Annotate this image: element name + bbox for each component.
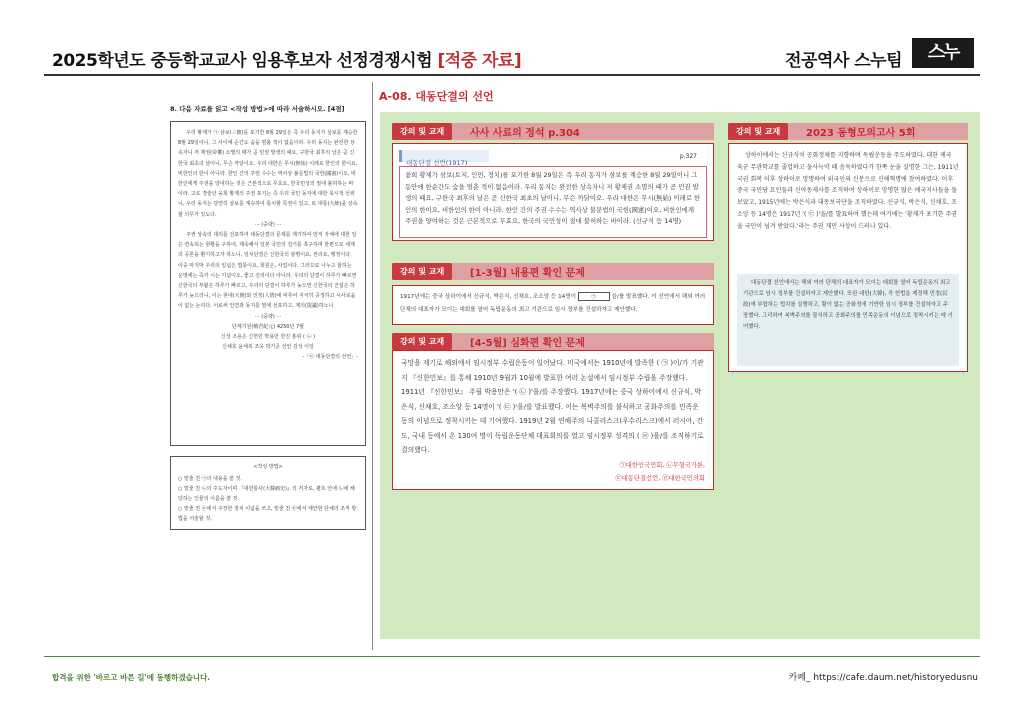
passage-signers-2: 신채호 윤세복 조욱 박기준 선언 김성 이일: [222, 344, 314, 351]
card1-subtitle: 대동단결 선언(1917): [406, 159, 468, 167]
condition-2: ○ 밑줄 친 ㉡의 주도자이며 『대한통사(大韓痛史)』의 저자로, 괄호 안에 ㉡에 해당하는 인물의 이름을 쓸 것.: [178, 486, 355, 502]
passage-source: -「㉢ 대동단결의 선언」-: [302, 354, 358, 361]
footer-slogan: 합격을 위한 '바르고 바른 길'에 동행하겠습니다.: [52, 673, 211, 682]
card2-blank: ㉠: [578, 292, 610, 301]
source-passage: [170, 121, 366, 446]
page-header: [44, 38, 980, 74]
card1-page-ref: p.327: [679, 153, 697, 160]
card3-body: 국망을 계기로 해외에서 임시정부 수립운동이 일어났다. 미국에서는 1910년에 발족한 ( ㉠ )이/가 기관지 『신한민보』를 통해 1910년 9월과 10월에 발표한 여러 논설에서 임시정부 수립을 주장했다. 1911년 『신한민보』 주필 박용만은 '( ㉡ )'을/를 주장했다. 1917년에는 중국 상하이에서 신규식, 박은식, 신채호, 조소앙 등 14명이 '( ㉢ )'을/를 발표했다. 이는 복벽주의를 불식하고 공화주의를 민족운동의 이념으로 정착시키는 데 기여했다. 1919년 2월 연해주의 니콜리스크(우수리스크)에서 러시아, 간도, 국내 등에서 온 130여 명이 독립운동단체 대표회의를 열고 임시정부 성격의 ( ㉣ )을/를 조직하기로 결의했다.: [401, 359, 704, 454]
card2-pill: 강의 및 교재: [392, 263, 452, 280]
card1-pill: 강의 및 교재: [392, 123, 452, 140]
brand-logo: 스누: [912, 38, 974, 68]
exam-title-main: 2025학년도 중등학교교사 임용후보자 선정경쟁시험: [52, 51, 438, 71]
card4-body: 상하이에서는 신규식이 공화정체를 지향하며 독립운동을 주도하였다. 대한 제국 육군 무관학교를 졸업하고 을사늑약 때 음독하였다가 한쪽 눈을 실명한 그는, 1911년 국권 회복 이후 상하이로 망명하여 외국인의 신분으로 신해혁명에 참여하였다. 이후 중국 국민당 요인들과 신아동제사를 조직하여 상하이로 망명한 많은 애국지사들을 돌보았고, 1915년에는 박은식과 대동보국단을 조직하였다. 신규식, 박은식, 신채호, 조소앙 등 14명은 1917년 '( ㉢ )'을/를 발표하여 했는데 여기에는 '황제가 포기한 주권을 국민이 넘겨 받았다.'라는 주권 재민 사상이 드러나 있다.: [737, 152, 959, 230]
passage-date: 단제기원(檀君紀元) 4250년 7월: [232, 323, 304, 330]
question-stem: 8. 다음 자료를 읽고 <작성 방법>에 따라 서술하시오. [4점]: [170, 105, 345, 113]
card3-answer-1: ㉠대한인국민회, ㉡무형국가론,: [619, 462, 705, 469]
card3-pill: 강의 및 교재: [392, 333, 452, 350]
column-divider: [372, 82, 373, 650]
card2-title: [1-3월] 내용편 확인 문제: [470, 268, 585, 279]
footer-cafe-link[interactable]: 카페_ https://cafe.daum.net/historyedusnu: [788, 673, 978, 683]
card2-header: [392, 263, 714, 280]
card4-mock-exam: [728, 143, 968, 372]
card4-note: 대동단결 선언에서는 해외 여러 단체의 대표자가 모이는 대회를 열어 독립운동의 최고기관으로 임시 정부를 건설하자고 제안했다. 또한 대한(大韓), 즉 헌법을 제정해 민정(民政)에 부합하는 법치를 실행하고, 황이 없는 공화정에 기반한 임시 정부를 건설하자고 주장했다. 그리하여 복벽주의를 불식하고 공화주의를 민족운동의 이념으로 정착시키는 데 기여했다.: [737, 274, 959, 366]
card4-title: 2023 동형모의고사 5회: [806, 128, 916, 139]
conditions-title: <작성 방법>: [253, 464, 283, 470]
passage-signers: 신성 조용은 신헌민 박용만 한진 홍위 ( ㉡ ): [220, 334, 316, 341]
header-divider: [44, 74, 980, 76]
card1-body: 융희 황제가 삼보(토지, 인민, 정치)를 포기한 8월 29일은 즉 우리 동지가 삼보를 계승한 8월 29일이니 그동안에 한순간도 숨을 멈춘 적이 없음이라. 우리 동지는 완전한 상속자니 저 황제권 소멸의 때가 곧 민권 발생의 때요, 구한국 최후의 날은 곧 신한국 최초의 날이니, 무슨 까닭이오. 우리 대한은 무시(無始) 이래로 한인의 한이요, 비한인의 한이 아니라. 한인 간의 주권 수수는 역사상 불문법의 국헌(國憲)이오, 비한인에게 주권을 양여하는 것은 근본적으로 무효요, 한국의 국민성이 절대 불허하는 바이라. (신규식 등 14명): [399, 166, 707, 238]
exam-title-accent: [적중 자료]: [437, 51, 522, 71]
card4-pill: 강의 및 교재: [728, 123, 788, 140]
passage-ellipsis-2: ··· (중략) ···: [254, 313, 282, 320]
passage-paragraph-1: 우리 황제가 ㉠ 삼보(三寶)를 포기한 8월 29일은 즉 우리 동지가 삼보를 계승한 8월 29일이니, 그 사이에 순간도 숨을 멈춤 적이 없음이라. 우리 동지는 완전한 상속자니 저 제권(帝權) 소멸의 때가 곧 민권 발생의 때요, 구한국 최후의 날은 곧 신한국 최초의 날이니, 무슨 까닭이오. 우리 대한은 무시(無始) 이래로 한인의 한이요, 비한인의 한이 아니라. 한인 간의 주권 수수는 역사상 불문법의 국헌(國憲)이오, 비한인에게 주권을 양여하는 것은 근본적으로 무효요, 한국민성의 절대 불허하는 바이라. 고로 경술년 융희 황제의 주권 포기는 즉 우리 국민 동지에 대한 묵시적 선위니, 우리 동지는 당연히 삼보를 계승하여 통치할 특권이 있고, 또 대통(大統)을 상속할 의무가 있도다.: [178, 130, 358, 218]
section-title: A-08. 대동단결의 선언: [379, 90, 494, 103]
card2-body-b: 을/를 발표했다. 이 선언에서 해외 여러 단체의 대표자가 모이는 대회를 열어 독립운동의 최고 기관으로 임시 정부를 건설하자고 제안했다.: [400, 294, 706, 313]
card3-content: [392, 350, 714, 490]
passage-ellipsis-1: ··· (중략) ···: [254, 221, 282, 228]
card1-title: 사사 사료의 정석 p.304: [470, 128, 580, 139]
footer-divider: [44, 656, 980, 657]
condition-3: ○ 밑줄 친 ㉢에서 주장한 정치 이념을 쓰고, 밑줄 친 ㉢에서 제안한 단체의 조직 방법을 서술할 것.: [178, 506, 357, 522]
card1-textbook: [392, 143, 714, 241]
card3-header: [392, 333, 714, 350]
card3-title: [4-5월] 심화편 확인 문제: [470, 338, 585, 349]
conditions-box: [170, 456, 366, 530]
card2-content: [392, 285, 714, 325]
brand-name: 전공역사 스누팀: [785, 51, 902, 71]
card3-answer-2: ㉢대동단결선언, ㉣대한국민의회: [615, 475, 705, 482]
condition-1: ○ 밑줄 친 ㉠의 내용을 쓸 것.: [178, 476, 242, 482]
card3-answers: [615, 459, 705, 485]
card2-body-a: 1917년에는 중국 상하이에서 신규식, 박은식, 신채호, 조소앙 등 14명이: [400, 294, 577, 300]
passage-paragraph-2: 주권 상속의 대의를 선포하여 대동단결의 문제를 제기하여 먼저 자체에 대한 일은 연속되는 현황을 구하여, 제속해서 일본 국민의 걸기를 촉구하며 한편으로 세계의 공론을 환기하고자 하노니, 일치단결은 신한국의 광명이요, 권리요, 행정이다. 이중 마지막 우리의 일념은 법통이요, 희원은, 사업이다. 그러므로 나누고 합하는 운명에는 즉각 시는 기념이오, 좋고 진리이다 아니라. 우리의 단결이 하루가 빠르면 신한국의 부활은 하루가 빠르고, 우리의 단결이 하루가 늦으면 신한국의 건설은 하루가 늦으리니, 이는 현대(天開)와 인정(人情)에 비추어 지극히 공정하고 시사로움이 없는 논리다. 이로써 인연과 동지를 밑에 선포하고, 제의(提議)하노니: [178, 232, 357, 310]
card4-header: [728, 123, 968, 140]
exam-title: [52, 46, 521, 71]
exam-question: [170, 104, 366, 530]
card1-header: [392, 123, 714, 140]
card1-subtitle-row: [399, 150, 489, 167]
